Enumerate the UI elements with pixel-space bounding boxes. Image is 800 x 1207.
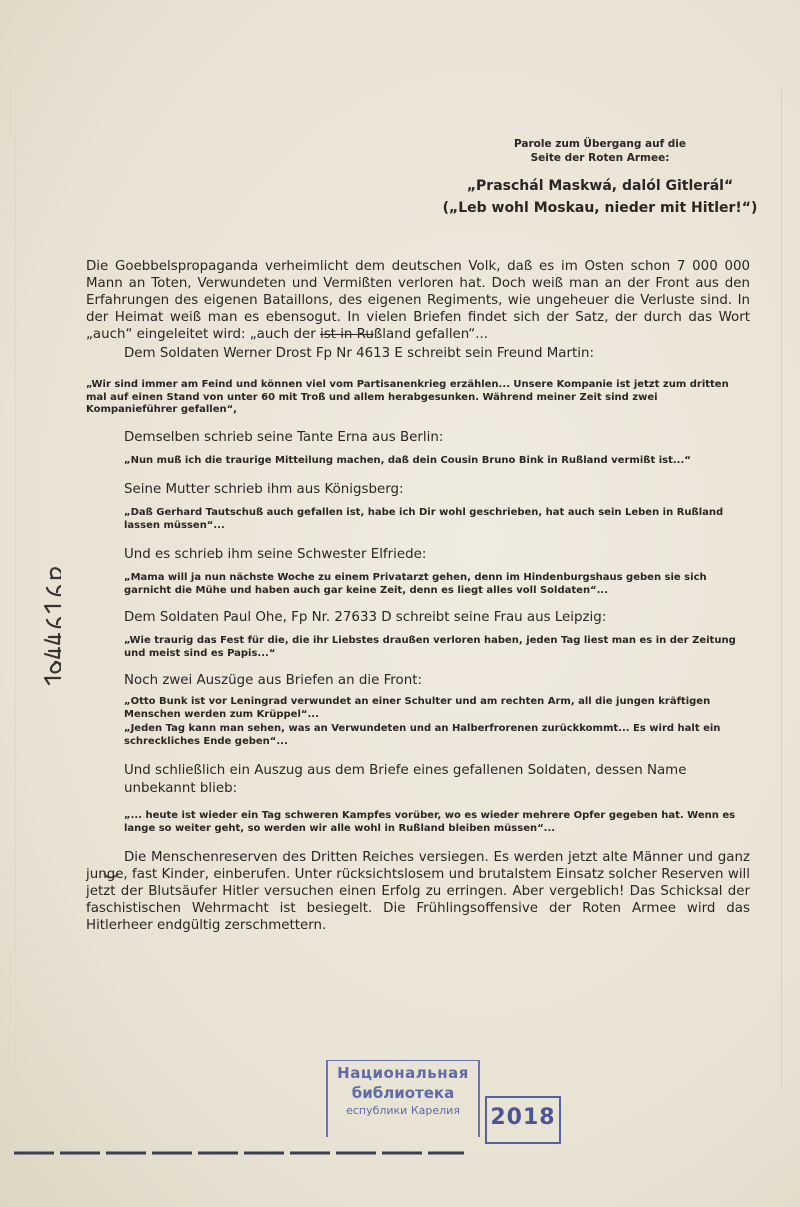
section-heading: Und es schrieb ihm seine Schwester Elfriede: bbox=[124, 547, 427, 562]
intro-struck-text: ist in Ru bbox=[319, 327, 374, 342]
letter-quote: „... heute ist wieder ein Tag schweren Kampfes vorüber, wo es wieder mehrere Opfer gegeben hat. Wenn es lange so weiter geht, so werden wir alle wohl in Rußland bleiben müssen“... bbox=[124, 810, 736, 834]
leaflet-body bbox=[86, 258, 750, 934]
motto-block bbox=[440, 137, 760, 219]
letter-quote: „Jeden Tag kann man sehen, was an Verwundeten und an Halberfrorenen zurückkommt... Es wird halt ein schreckliches Ende geben“... bbox=[124, 723, 721, 747]
motto-line-1: Parole zum Übergang auf die bbox=[513, 138, 687, 150]
stamp-line-1: Национальная bbox=[337, 1064, 469, 1082]
section-heading: Seine Mutter schrieb ihm aus Königsberg: bbox=[124, 482, 404, 497]
section-heading: Dem Soldaten Paul Ohe, Fp Nr. 27633 D schreibt seine Frau aus Leipzig: bbox=[124, 610, 607, 625]
letter-quote: „Wie traurig das Fest für die, die ihr Liebstes draußen verloren haben, jeden Tag liest man es in der Zeitung und meist sind es Papis...“ bbox=[124, 635, 736, 659]
pencil-tick-icon bbox=[103, 871, 119, 881]
motto-line-2: Seite der Roten Armee: bbox=[530, 152, 670, 164]
library-stamp bbox=[328, 1064, 478, 1136]
section-heading: Dem Soldaten Werner Drost Fp Nr 4613 E schreibt sein Freund Martin: bbox=[124, 346, 594, 361]
letter-quote: „Otto Bunk ist vor Leningrad verwundet an einer Schulter und am rechten Arm, all die jungen kräftigen Menschen werden zum Krüppel“... bbox=[124, 696, 711, 720]
inventory-number bbox=[15, 538, 61, 688]
section-heading: Und schließlich ein Auszug aus dem Briefe eines gefallenen Soldaten, dessen Name unbekannt blieb: bbox=[124, 763, 687, 796]
bottom-rule-line bbox=[14, 1150, 464, 1156]
stamp-line-3: еспублики Карелия bbox=[346, 1104, 460, 1117]
motto-translation: („Leb wohl Moskau, nieder mit Hitler!“) bbox=[442, 200, 758, 216]
letter-quote: „Wir sind immer am Feind und können viel vom Partisanenkrieg erzählen... Unsere Kompanie ist jetzt zum dritten mal auf einen Stand von unter 60 mit Troß und allem herabgesunken. Während meiner Zeit sind zwei Kompanieführer gefallen“, bbox=[86, 379, 729, 415]
stamp-line-2: библиотека bbox=[351, 1084, 455, 1102]
motto-russian: „Praschál Maskwá, dalól Gitlerál“ bbox=[466, 178, 734, 194]
intro-paragraph bbox=[86, 258, 750, 343]
letter-quote: „Nun muß ich die traurige Mitteilung machen, daß dein Cousin Bruno Bink in Rußland vermißt ist...“ bbox=[124, 454, 691, 466]
section-heading: Demselben schrieb seine Tante Erna aus Berlin: bbox=[124, 429, 444, 445]
intro-text-end: ßland gefallen“... bbox=[373, 327, 489, 342]
closing-paragraph: Die Menschenreserven des Dritten Reiches versiegen. Es werden jetzt alte Männer und ganz junge, fast Kinder, einberufen. Unter rücksichtslosem und brutalstem Einsatz solcher Reserven will jetzt der Blutsäufer Hitler versuchen einen Erfolg zu erringen. Aber vergeblich! Das Schicksal der faschistischen Wehrmacht ist besiegelt. Die Frühlingsoffensive der Roten Armee wird das Hitlerheer endgültig zerschmettern. bbox=[86, 850, 750, 933]
year-stamp: 2018 bbox=[485, 1096, 561, 1144]
handwritten-inventory-number bbox=[15, 538, 61, 688]
section-heading: Noch zwei Auszüge aus Briefen an die Front: bbox=[124, 673, 422, 688]
letter-quote: „Daß Gerhard Tautschuß auch gefallen ist, habe ich Dir wohl geschrieben, hat auch sein Leben in Rußland lassen müssen“... bbox=[124, 507, 724, 531]
intro-text: Die Goebbelspropaganda verheimlicht dem deutschen Volk, daß es im Osten schon 7 000 000 Mann an Toten, Verwundeten und Vermißten verloren hat. Doch weiß man an der Front aus den Erfahrungen des eigenen Bataillons, des eigenen Regiments, wie ungeheuer die Verluste sind. In der Heimat weiß man es ebensogut. In vielen Briefen findet sich der Satz, der durch das Wort „auch“ eingeleitet wird: „auch der bbox=[86, 259, 750, 342]
letter-quote: „Mama will ja nun nächste Woche zu einem Privatarzt gehen, denn im Hindenburgshaus geben sie sich garnicht die Mühe und haben auch gar keine Zeit, denn es liegt alles voll Soldaten“... bbox=[124, 572, 707, 596]
